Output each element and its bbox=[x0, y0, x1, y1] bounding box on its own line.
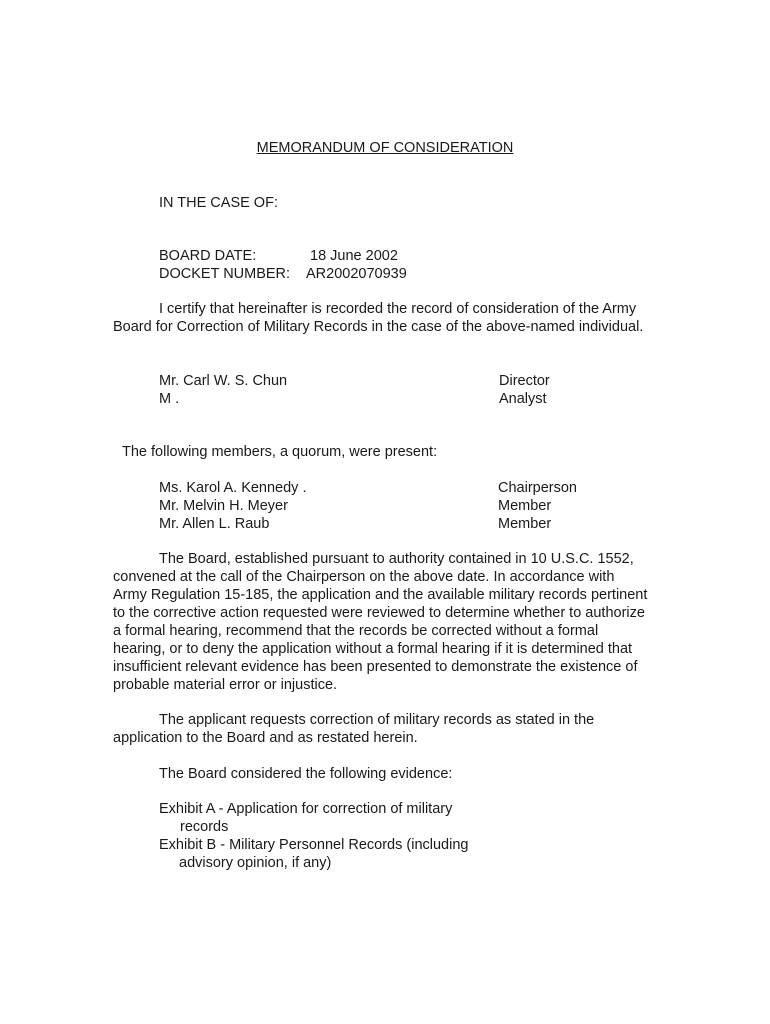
member-name: Mr. Melvin H. Meyer bbox=[159, 498, 288, 514]
staff-role: Director bbox=[499, 373, 550, 389]
member-role: Chairperson bbox=[498, 480, 577, 496]
evidence-intro: The Board considered the following evidence: bbox=[159, 766, 453, 782]
board-date-value: 18 June 2002 bbox=[310, 248, 398, 264]
docket-number-label: DOCKET NUMBER: bbox=[159, 266, 291, 282]
staff-name: Mr. Carl W. S. Chun bbox=[159, 373, 288, 389]
member-role: Member bbox=[498, 516, 552, 532]
certification-text: I certify that hereinafter is recorded the record of consideration of the Army Board for Correction of Military Records in the case of the above-named individual. bbox=[113, 301, 644, 335]
document-title: MEMORANDUM OF CONSIDERATION bbox=[256, 140, 514, 156]
case-label: IN THE CASE OF: bbox=[159, 195, 278, 211]
applicant-request-text: The applicant requests correction of military records as stated in the application to the Board and as restated herein. bbox=[113, 712, 595, 746]
exhibit-a-line2: records bbox=[180, 819, 229, 835]
exhibit-b-line1: Exhibit B - Military Personnel Records (including bbox=[159, 837, 469, 853]
docket-number-value: AR2002070939 bbox=[306, 266, 407, 282]
board-procedure-paragraph bbox=[113, 550, 648, 694]
exhibit-b-line2: advisory opinion, if any) bbox=[179, 855, 332, 871]
certification-paragraph bbox=[113, 300, 673, 336]
board-procedure-text: The Board, established pursuant to authority contained in 10 U.S.C. 1552, convened at the call of the Chairperson on the above date. In accordance with Army Regulation 15-185, the application and the available military records pertinent to the corrective action requested were reviewed to determine whether to authorize a formal hearing, recommend that the records be corrected without a formal hearing, or to deny the application without a formal hearing if it is determined that insufficient relevant evidence has been presented to demonstrate the existence of probable material error or injustice. bbox=[113, 551, 648, 693]
staff-name: M . bbox=[159, 391, 180, 407]
quorum-statement: The following members, a quorum, were present: bbox=[122, 444, 438, 460]
member-name: Ms. Karol A. Kennedy . bbox=[159, 480, 307, 496]
board-date-label: BOARD DATE: bbox=[159, 248, 257, 264]
member-role: Member bbox=[498, 498, 552, 514]
applicant-request-paragraph bbox=[113, 711, 628, 747]
staff-role: Analyst bbox=[499, 391, 547, 407]
member-name: Mr. Allen L. Raub bbox=[159, 516, 270, 532]
exhibit-a-line1: Exhibit A - Application for correction of military bbox=[159, 801, 453, 817]
